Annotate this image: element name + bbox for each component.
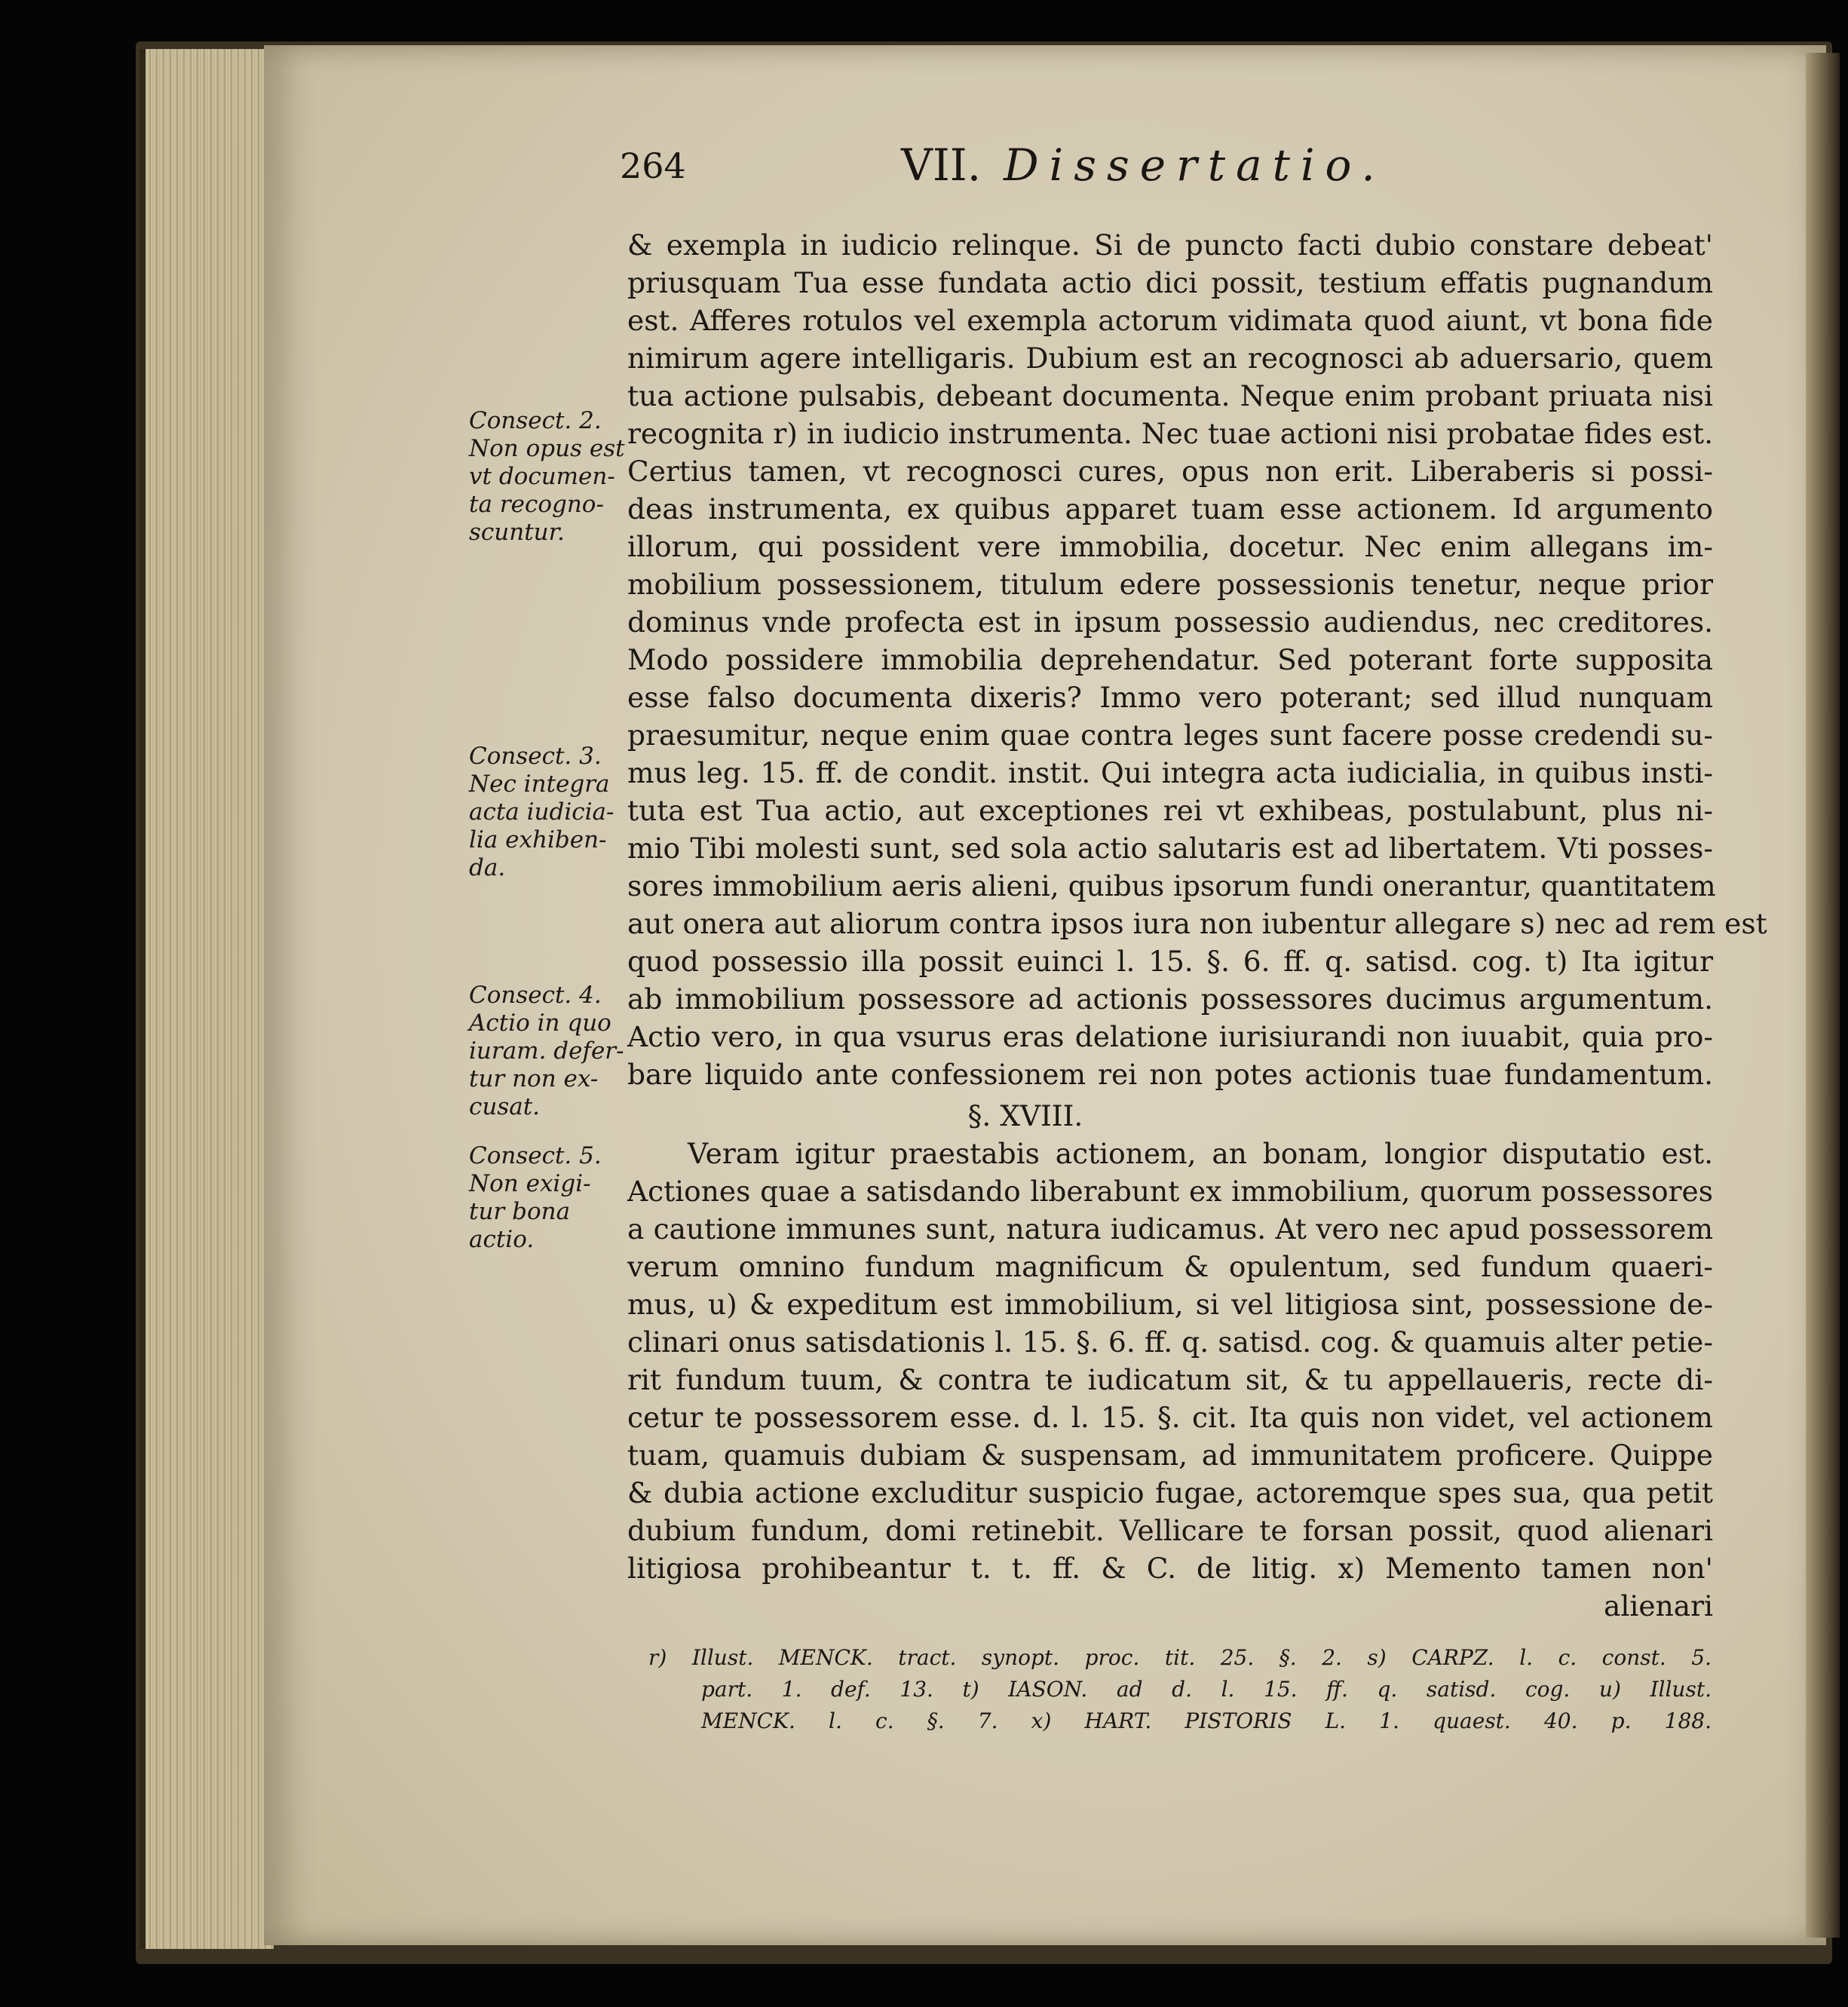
margin-note-line: ta recogno- — [469, 491, 604, 518]
margin-note — [469, 407, 627, 547]
body-line: & dubia actione excluditur suspicio fugae, actoremque spes sua, qua petit — [627, 1476, 1713, 1509]
body-line: priusquam Tua esse fundata actio dici possit, testium effatis pugnandum — [627, 266, 1713, 299]
body-line: dominus vnde profecta est in ipsum possessio audiendus, nec creditores. — [627, 605, 1713, 639]
body-line: recognita r) in iudicio instrumenta. Nec tuae actioni nisi probatae fides est. — [627, 417, 1713, 450]
margin-note — [469, 1142, 627, 1254]
margin-note-line: tur non ex- — [469, 1065, 599, 1092]
body-line: est. Afferes rotulos vel exempla actorum vidimata quod aiunt, vt bona fide — [627, 304, 1713, 337]
body-line: tua actione pulsabis, debeant documenta. Neque enim probant priuata nisi — [627, 379, 1713, 412]
body-line: Veram igitur praestabis actionem, an bonam, longior disputatio est. — [688, 1137, 1713, 1170]
body-line: a cautione immunes sunt, natura iudicamus. At vero nec apud possessorem — [627, 1212, 1713, 1246]
body-line: rit fundum tuum, & contra te iudicatum sit, & tu appellaueris, recte di- — [627, 1363, 1713, 1396]
body-line: ab immobilium possessore ad actionis possessores ducimus argumentum. — [627, 982, 1713, 1016]
page-gutter — [1806, 53, 1840, 1938]
margin-note-line: Consect. 4. — [469, 982, 602, 1009]
footnote-line: r) Illust. MENCK. tract. synopt. proc. tit. 25. §. 2. s) CARPZ. l. c. const. 5. — [648, 1645, 1712, 1670]
margin-note-line: iuram. defer- — [469, 1037, 624, 1065]
margin-note — [469, 982, 627, 1121]
body-line: mobilium possessionem, titulum edere possessionis tenetur, neque prior — [627, 568, 1713, 601]
body-line: dubium fundum, domi retinebit. Vellicare te forsan possit, quod alienari — [627, 1514, 1713, 1547]
body-line: cetur te possessorem esse. d. l. 15. §. cit. Ita quis non videt, vel actionem — [627, 1401, 1713, 1434]
body-line: illorum, qui possident vere immobilia, docetur. Nec enim allegans im- — [627, 530, 1713, 563]
body-line: mus, u) & expeditum est immobilium, si vel litigiosa sint, possessione de- — [627, 1288, 1713, 1321]
body-line: sores immobilium aeris alieni, quibus ipsorum fundi onerantur, quantitatem — [627, 869, 1716, 902]
section-heading: §. XVIII. — [967, 1099, 1083, 1132]
margin-note — [469, 743, 627, 882]
body-line: mus leg. 15. ff. de condit. instit. Qui integra acta iudicialia, in quibus insti- — [627, 756, 1713, 789]
margin-note-line: cusat. — [469, 1093, 541, 1120]
margin-note-line: da. — [469, 854, 506, 881]
body-line: Modo possidere immobilia deprehendatur. Sed poterant forte supposita — [627, 643, 1713, 676]
page-number: 264 — [620, 146, 686, 186]
body-line: mio Tibi molesti sunt, sed sola actio salutaris est ad libertatem. Vti posses- — [627, 832, 1713, 865]
margin-note-line: Nec integra — [469, 771, 610, 798]
margin-note-line: Consect. 2. — [469, 407, 602, 434]
margin-note-line: acta iudicia- — [469, 798, 614, 826]
body-line: litigiosa prohibeantur t. t. ff. & C. de litig. x) Memento tamen non' — [627, 1552, 1713, 1585]
body-line: bare liquido ante confessionem rei non potes actionis tuae fundamentum. — [627, 1058, 1713, 1091]
margin-note-line: Actio in quo — [469, 1010, 611, 1037]
chapter-title: Dissertatio. — [1004, 139, 1386, 191]
margin-note-line: actio. — [469, 1226, 535, 1253]
margin-note-line: Consect. 3. — [469, 743, 602, 770]
margin-note-line: Consect. 5. — [469, 1142, 602, 1169]
body-line: aut onera aut aliorum contra ipsos iura non iubentur allegare s) nec ad rem est — [627, 907, 1767, 940]
body-line: tuta est Tua actio, aut exceptiones rei vt exhibeas, postulabunt, plus ni- — [627, 794, 1713, 827]
body-line: praesumitur, neque enim quae contra leges sunt facere posse credendi su- — [627, 719, 1713, 752]
footnotes — [648, 1642, 1712, 1737]
body-line: nimirum agere intelligaris. Dubium est an recognosci ab aduersario, quem — [627, 342, 1713, 375]
margin-note-line: vt documen- — [469, 463, 615, 490]
body-line: esse falso documenta dixeris? Immo vero poterant; sed illud nunquam — [627, 681, 1713, 714]
footnote-line: MENCK. l. c. §. 7. x) HART. PISTORIS L. 1. quaest. 40. p. 188. — [701, 1708, 1712, 1733]
margin-note-line: Non opus est — [469, 435, 625, 462]
page-header — [0, 139, 1848, 206]
body-line: verum omnino fundum magnificum & opulentum, sed fundum quaeri- — [627, 1250, 1713, 1283]
body-line: Actio vero, in qua vsurus eras delatione iurisiurandi non iuuabit, quia pro- — [627, 1020, 1713, 1053]
body-line: tuam, quamuis dubiam & suspensam, ad immunitatem proficere. Quippe — [627, 1439, 1713, 1472]
body-line: alienari — [1604, 1589, 1713, 1622]
body-line: Certius tamen, vt recognosci cures, opus non erit. Liberaberis si possi- — [627, 455, 1713, 488]
body-line: quod possessio illa possit euinci l. 15. §. 6. ff. q. satisd. cog. t) Ita igitur — [627, 945, 1713, 978]
body-line: clinari onus satisdationis l. 15. §. 6. ff. q. satisd. cog. & quamuis alter petie- — [627, 1325, 1713, 1359]
margin-note-line: lia exhiben- — [469, 826, 607, 853]
margin-note-line: Non exigi- — [469, 1170, 591, 1197]
running-title — [901, 139, 1386, 191]
footnote-line: part. 1. def. 13. t) IASON. ad d. l. 15. ff. q. satisd. cog. u) Illust. — [701, 1677, 1712, 1702]
margin-note-line: tur bona — [469, 1198, 571, 1225]
margin-note-line: scuntur. — [469, 519, 565, 546]
body-line: deas instrumenta, ex quibus apparet tuam esse actionem. Id argumento — [627, 492, 1713, 525]
page-edges — [139, 49, 274, 1949]
body-line: Actiones quae a satisdando liberabunt ex immobilium, quorum possessores — [627, 1175, 1713, 1208]
chapter-number: VII. — [901, 139, 982, 191]
body-line: & exempla in iudicio relinque. Si de puncto facti dubio constare debeat' — [627, 228, 1713, 262]
